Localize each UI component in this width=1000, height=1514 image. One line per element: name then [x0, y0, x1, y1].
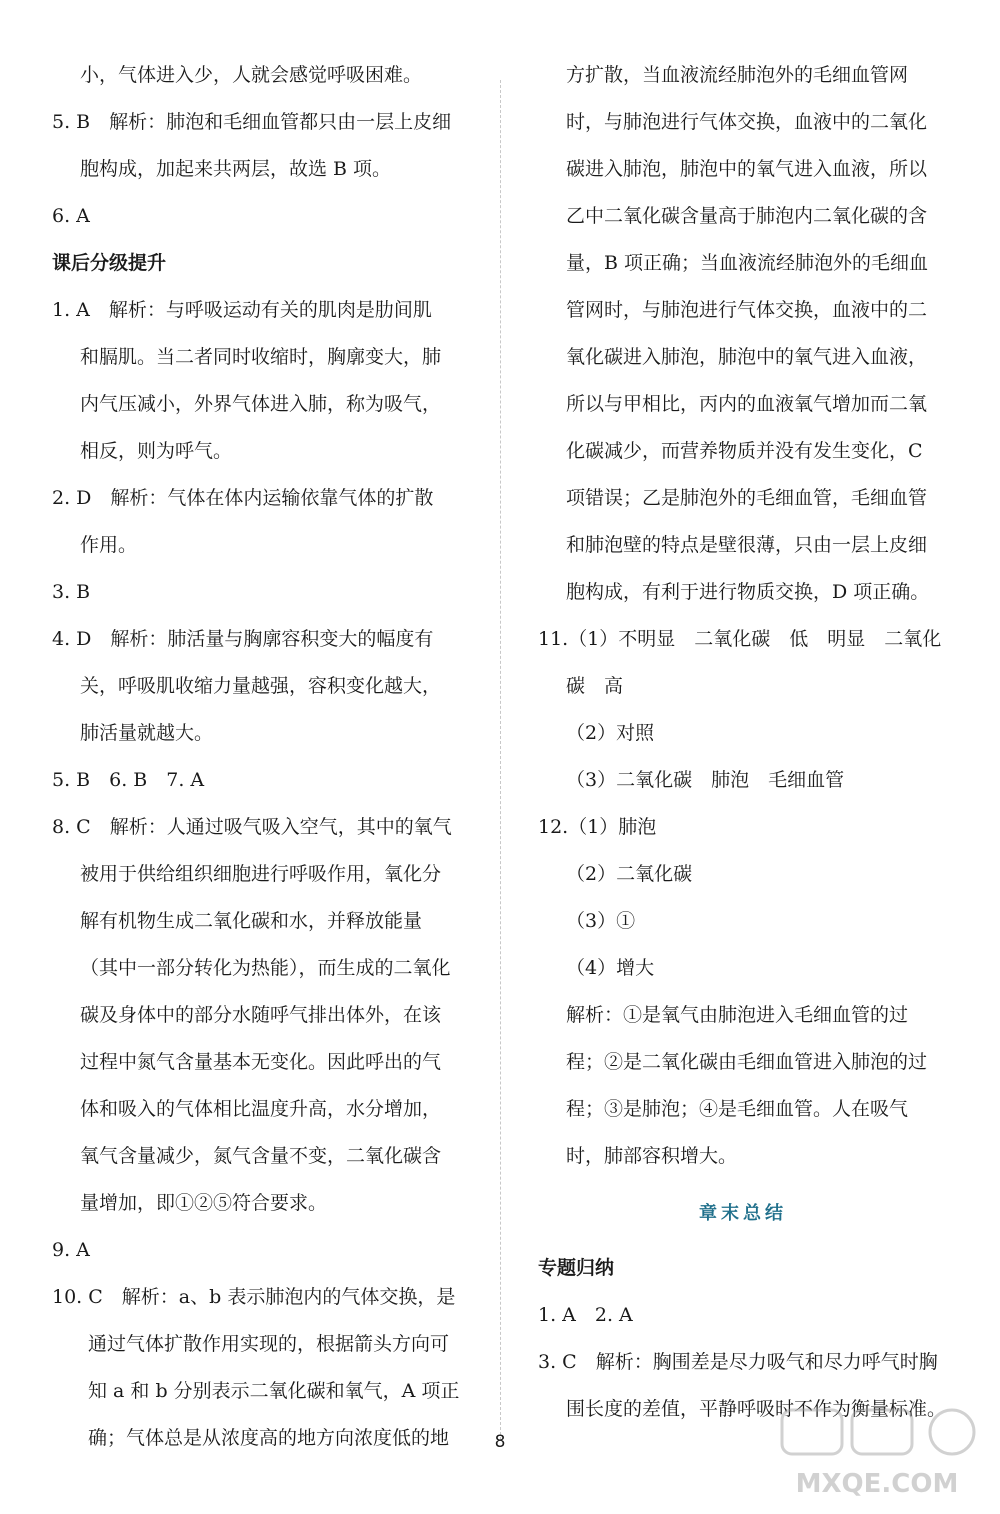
right-column-body	[538, 52, 948, 1180]
page-number: 8	[494, 1432, 506, 1452]
text-line: 2. D 解析：气体在体内运输依靠气体的扩散	[52, 487, 434, 509]
text-line: 5. B 6. B 7. A	[52, 769, 205, 791]
chapter-summary-title: 章末总结	[699, 1203, 787, 1224]
text-line: 相反，则为呼气。	[80, 440, 233, 462]
right-column	[538, 52, 948, 1433]
text-line: 化碳减少，而营养物质并没有发生变化，C	[566, 440, 923, 462]
text-line: 项错误；乙是肺泡外的毛细血管，毛细血管	[566, 487, 928, 509]
text-line: （2）对照	[566, 722, 655, 744]
text-line: 量增加，即①②⑤符合要求。	[80, 1192, 328, 1214]
text-line: 5. B 解析：肺泡和毛细血管都只由一层上皮细	[52, 111, 452, 133]
text-line: 1. A 解析：与呼吸运动有关的肌肉是肋间肌	[52, 299, 432, 321]
text-line: 解析：①是氧气由肺泡进入毛细血管的过	[566, 1004, 909, 1026]
text-line: 方扩散，当血液流经肺泡外的毛细血管网	[566, 64, 909, 86]
text-line: 胞构成，有利于进行物质交换，D 项正确。	[566, 581, 930, 603]
section-heading: 专题归纳	[538, 1257, 615, 1279]
text-line: 和膈肌。当二者同时收缩时，胸廓变大，肺	[80, 346, 442, 368]
text-line: 通过气体扩散作用实现的，根据箭头方向可	[88, 1333, 450, 1355]
text-line: 关，呼吸肌收缩力量越强，容积变化越大，	[80, 675, 442, 697]
text-line: 9. A	[52, 1239, 90, 1261]
text-line: 12.（1）肺泡	[538, 816, 657, 838]
text-line: 氧化碳进入肺泡，肺泡中的氧气进入血液，	[566, 346, 928, 368]
text-line: 碳 高	[566, 675, 624, 697]
text-line: 知 a 和 b 分别表示二氧化碳和氧气，A 项正	[88, 1380, 460, 1402]
text-line: 氧气含量减少，氮气含量不变，二氧化碳含	[80, 1145, 442, 1167]
text-line: 作用。	[80, 534, 138, 556]
text-line: 量，B 项正确；当血液流经肺泡外的毛细血	[566, 252, 929, 274]
text-line: 围长度的差值，平静呼吸时不作为衡量标准。	[566, 1398, 947, 1420]
text-line: 过程中氮气含量基本无变化。因此呼出的气	[80, 1051, 442, 1073]
text-line: 碳及身体中的部分水随呼气排出体外，在该	[80, 1004, 442, 1026]
text-line: 程；③是肺泡；④是毛细血管。人在吸气	[566, 1098, 909, 1120]
text-line: 3. B	[52, 581, 91, 603]
text-line: （4）增大	[566, 957, 655, 979]
column-divider	[500, 80, 501, 1440]
text-line: 肺活量就越大。	[80, 722, 214, 744]
text-line: 确；气体总是从浓度高的地方向浓度低的地	[88, 1427, 450, 1449]
section-heading: 课后分级提升	[52, 252, 167, 274]
text-line: 胞构成，加起来共两层，故选 B 项。	[80, 158, 392, 180]
text-line: 4. D 解析：肺活量与胸廓容积变大的幅度有	[52, 628, 434, 650]
text-line: 时，肺部容积增大。	[566, 1145, 738, 1167]
text-line: 体和吸入的气体相比温度升高，水分增加，	[80, 1098, 442, 1120]
watermark-logo	[762, 1404, 992, 1504]
text-line: 8. C 解析：人通过吸气吸入空气，其中的氧气	[52, 816, 452, 838]
left-column	[52, 52, 462, 1462]
text-line: 3. C 解析：胸围差是尽力吸气和尽力呼气时胸	[538, 1351, 938, 1373]
text-line: 10. C 解析：a、b 表示肺泡内的气体交换，是	[52, 1286, 456, 1308]
text-line: （3）二氧化碳 肺泡 毛细血管	[566, 769, 845, 791]
watermark-text: MXQE.COM	[795, 1469, 959, 1499]
text-line: 和肺泡壁的特点是壁很薄，只由一层上皮细	[566, 534, 928, 556]
text-line: （3）①	[566, 910, 636, 932]
text-line: 11.（1）不明显 二氧化碳 低 明显 二氧化	[538, 628, 942, 650]
text-line: 碳进入肺泡，肺泡中的氧气进入血液，所以	[566, 158, 928, 180]
text-line: 乙中二氧化碳含量高于肺泡内二氧化碳的含	[566, 205, 928, 227]
text-line: 程；②是二氧化碳由毛细血管进入肺泡的过	[566, 1051, 928, 1073]
text-line: 1. A 2. A	[538, 1304, 633, 1326]
text-line: 被用于供给组织细胞进行呼吸作用，氧化分	[80, 863, 442, 885]
text-line: 6. A	[52, 205, 90, 227]
text-line: 内气压减小，外界气体进入肺，称为吸气，	[80, 393, 442, 415]
text-line: 解有机物生成二氧化碳和水，并释放能量	[80, 910, 423, 932]
text-line: 时，与肺泡进行气体交换，血液中的二氧化	[566, 111, 928, 133]
text-line: 小，气体进入少，人就会感觉呼吸困难。	[80, 64, 423, 86]
text-line: （其中一部分转化为热能），而生成的二氧化	[80, 957, 451, 979]
text-line: 管网时，与肺泡进行气体交换，血液中的二	[566, 299, 928, 321]
text-line: （2）二氧化碳	[566, 863, 693, 885]
text-line: 所以与甲相比，丙内的血液氧气增加而二氧	[566, 393, 928, 415]
